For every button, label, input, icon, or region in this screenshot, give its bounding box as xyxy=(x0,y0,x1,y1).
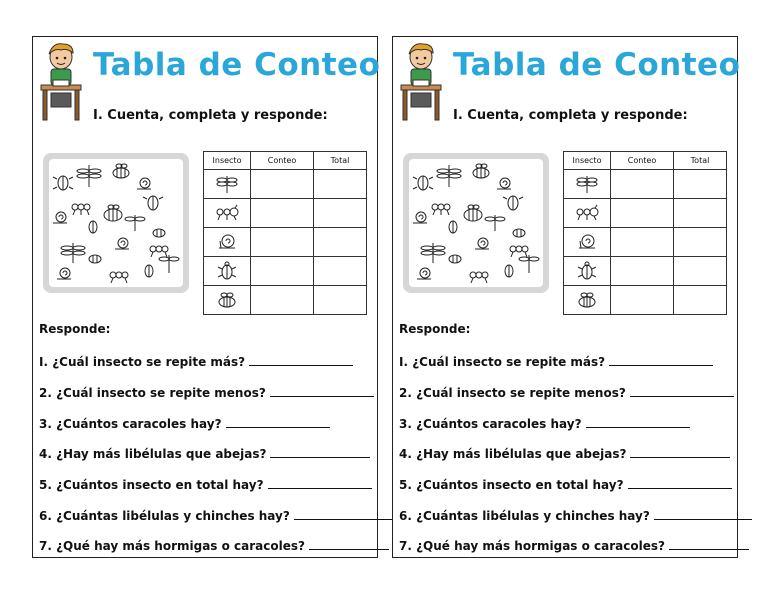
total-cell[interactable] xyxy=(314,170,367,199)
bug-icon xyxy=(564,257,611,286)
answer-line[interactable] xyxy=(270,456,370,458)
ant-icon xyxy=(564,199,611,228)
table-row xyxy=(564,228,727,257)
table-row xyxy=(204,228,367,257)
column-header-insect: Insecto xyxy=(204,152,251,170)
question-7: 7. ¿Qué hay más hormigas o caracoles? xyxy=(39,539,389,553)
total-cell[interactable] xyxy=(314,257,367,286)
question-1: I. ¿Cuál insecto se repite más? xyxy=(39,355,353,369)
table-row xyxy=(564,286,727,315)
table-row xyxy=(204,199,367,228)
question-5: 5. ¿Cuántos insecto en total hay? xyxy=(39,478,372,492)
table-row xyxy=(204,286,367,315)
tally-cell[interactable] xyxy=(251,170,314,199)
tally-cell[interactable] xyxy=(251,199,314,228)
table-row xyxy=(564,257,727,286)
question-6: 6. ¿Cuántas libélulas y chinches hay? xyxy=(399,509,752,523)
ant-icon xyxy=(204,199,251,228)
column-header-tally: Conteo xyxy=(251,152,314,170)
worksheet-left xyxy=(32,36,381,558)
table-row xyxy=(204,257,367,286)
answer-line[interactable] xyxy=(268,487,372,489)
bug-icon xyxy=(204,257,251,286)
question-7: 7. ¿Qué hay más hormigas o caracoles? xyxy=(399,539,749,553)
insect-collection-image xyxy=(409,159,543,287)
column-header-insect: Insecto xyxy=(564,152,611,170)
table-row xyxy=(564,199,727,228)
answer-line[interactable] xyxy=(586,426,690,428)
total-cell[interactable] xyxy=(314,228,367,257)
instructions: I. Cuenta, completa y responde: xyxy=(453,108,688,123)
tally-cell[interactable] xyxy=(611,170,674,199)
answer-line[interactable] xyxy=(630,395,734,397)
answer-line[interactable] xyxy=(630,456,730,458)
respond-heading: Responde: xyxy=(399,322,471,336)
question-5: 5. ¿Cuántos insecto en total hay? xyxy=(399,478,732,492)
insect-collection-image xyxy=(49,159,183,287)
snail-icon xyxy=(564,228,611,257)
table-row xyxy=(204,170,367,199)
tally-table xyxy=(203,151,367,315)
bee-icon xyxy=(564,286,611,315)
answer-line[interactable] xyxy=(270,395,374,397)
respond-heading: Responde: xyxy=(39,322,111,336)
worksheet-right xyxy=(392,36,741,558)
total-cell[interactable] xyxy=(674,286,727,315)
answer-line[interactable] xyxy=(226,426,330,428)
answer-line[interactable] xyxy=(309,548,389,550)
question-4: 4. ¿Hay más libélulas que abejas? xyxy=(39,447,370,461)
insect-picture xyxy=(43,153,189,293)
dragonfly-icon xyxy=(564,170,611,199)
total-cell[interactable] xyxy=(314,286,367,315)
student-at-desk-icon xyxy=(39,41,83,127)
question-1: I. ¿Cuál insecto se repite más? xyxy=(399,355,713,369)
tally-table xyxy=(563,151,727,315)
table-row xyxy=(564,170,727,199)
tally-cell[interactable] xyxy=(611,286,674,315)
tally-cell[interactable] xyxy=(251,286,314,315)
answer-line[interactable] xyxy=(669,548,749,550)
tally-cell[interactable] xyxy=(251,257,314,286)
question-3: 3. ¿Cuántos caracoles hay? xyxy=(39,417,330,431)
tally-cell[interactable] xyxy=(611,199,674,228)
dragonfly-icon xyxy=(204,170,251,199)
answer-line[interactable] xyxy=(654,518,752,520)
insect-picture xyxy=(403,153,549,293)
question-6: 6. ¿Cuántas libélulas y chinches hay? xyxy=(39,509,392,523)
question-2: 2. ¿Cuál insecto se repite menos? xyxy=(39,386,374,400)
total-cell[interactable] xyxy=(314,199,367,228)
bee-icon xyxy=(204,286,251,315)
column-header-total: Total xyxy=(314,152,367,170)
answer-line[interactable] xyxy=(294,518,392,520)
worksheet-title: Tabla de Conteo xyxy=(453,47,741,83)
column-header-total: Total xyxy=(674,152,727,170)
question-4: 4. ¿Hay más libélulas que abejas? xyxy=(399,447,730,461)
total-cell[interactable] xyxy=(674,257,727,286)
total-cell[interactable] xyxy=(674,170,727,199)
answer-line[interactable] xyxy=(628,487,732,489)
worksheet-title: Tabla de Conteo xyxy=(93,47,381,83)
tally-cell[interactable] xyxy=(611,257,674,286)
tally-cell[interactable] xyxy=(251,228,314,257)
question-2: 2. ¿Cuál insecto se repite menos? xyxy=(399,386,734,400)
question-3: 3. ¿Cuántos caracoles hay? xyxy=(399,417,690,431)
total-cell[interactable] xyxy=(674,228,727,257)
student-at-desk-icon xyxy=(399,41,443,127)
instructions: I. Cuenta, completa y responde: xyxy=(93,108,328,123)
answer-line[interactable] xyxy=(609,364,713,366)
total-cell[interactable] xyxy=(674,199,727,228)
column-header-tally: Conteo xyxy=(611,152,674,170)
answer-line[interactable] xyxy=(249,364,353,366)
tally-cell[interactable] xyxy=(611,228,674,257)
snail-icon xyxy=(204,228,251,257)
